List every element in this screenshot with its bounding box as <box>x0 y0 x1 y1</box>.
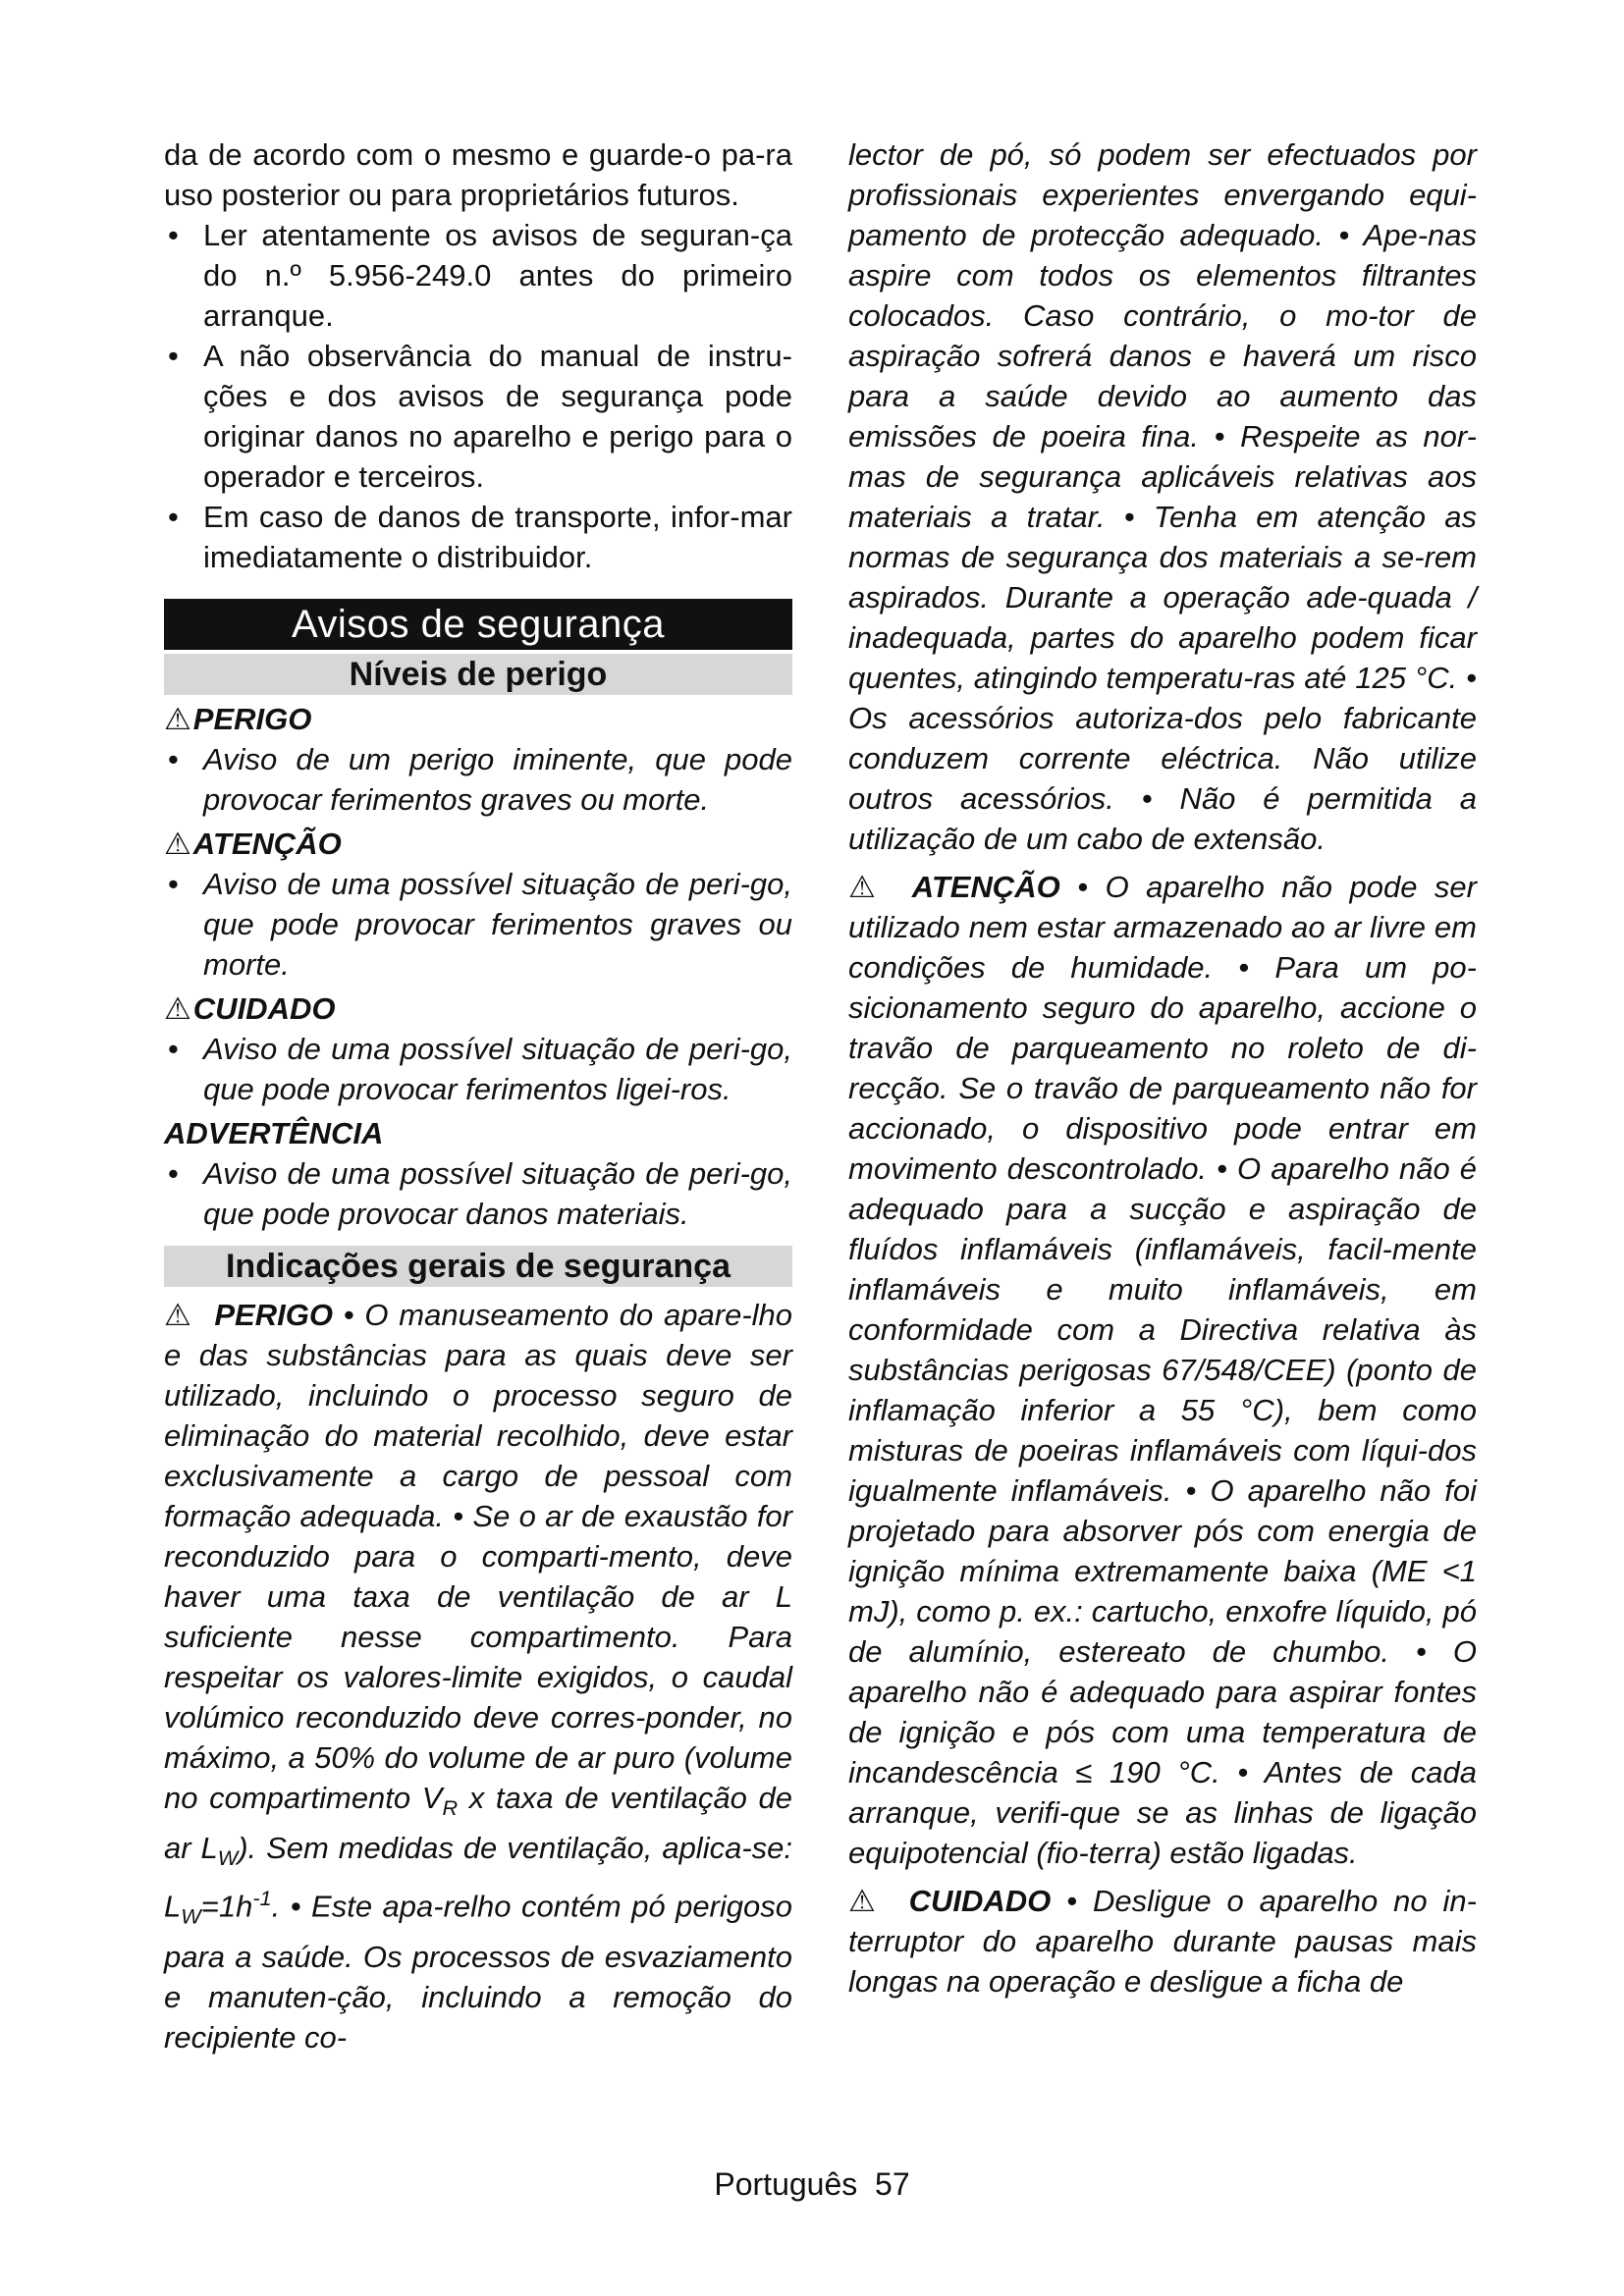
left-column <box>164 134 792 2057</box>
page-footer <box>0 2166 1624 2203</box>
list-item: • Aviso de uma possível situação de peri-go, que pode provocar danos materiais. <box>164 1153 792 1234</box>
warning-triangle-icon: ⚠ <box>164 991 191 1026</box>
list-item: • A não observância do manual de instru-ções e dos avisos de segurança pode originar danos no aparelho e perigo para o operador e terceiros. <box>164 336 792 497</box>
level-label-atencao: ⚠ATENÇÃO <box>164 824 792 864</box>
level-atencao-list <box>164 864 792 985</box>
level-cuidado-list <box>164 1029 792 1109</box>
list-item: • Ler atentamente os avisos de seguran-ça do n.º 5.956-249.0 antes do primeiro arranque. <box>164 215 792 336</box>
list-item: • Aviso de uma possível situação de peri-go, que pode provocar ferimentos ligei-ros. <box>164 1029 792 1109</box>
subheading-danger-levels: Níveis de perigo <box>164 654 792 695</box>
level-label-cuidado: ⚠CUIDADO <box>164 988 792 1029</box>
continued-safety-text: lector de pó, só podem ser efectuados por profissionais experientes envergando equi-pamento de protecção adequado. • Ape-nas aspire com todos os elementos filtrantes colocados. Caso contrário, o mo-tor de aspiração sofrerá danos e haverá um risco para a saúde devido ao aumento das emissões de poeira fina. • Respeite as nor-mas de segurança aplicáveis relativas aos materiais a tratar. • Tenha em atenção as normas de segurança dos materiais a se-rem aspirados. Durante a operação ade-quada / inadequada, partes do aparelho podem ficar quentes, atingindo temperatu-ras até 125 °C. • Os acessórios autoriza-dos pelo fabricante conduzem corrente eléctrica. Não utilize outros acessórios. • Não é permitida a utilização de um cabo de extensão. <box>848 137 1477 856</box>
level-advertencia-list <box>164 1153 792 1234</box>
warning-triangle-icon: ⚠ <box>164 827 191 861</box>
warning-triangle-icon: ⚠ <box>848 870 876 904</box>
list-item: • Aviso de um perigo iminente, que pode provocar ferimentos graves ou morte. <box>164 739 792 820</box>
level-perigo-list <box>164 739 792 820</box>
attention-paragraph: ⚠ ATENÇÃO • O aparelho não pode ser utilizado nem estar armazenado ao ar livre em condições de humidade. • Para um po-sicionamento seguro do aparelho, accione o travão de parqueamento no roleto de di-recção. Se o travão de parqueamento não for accionado, o dispositivo pode entrar em movimento descontrolado. • O aparelho não é adequado para a sucção e aspiração de fluídos inflamáveis (inflamáveis, facil-mente inflamáveis e muito inflamáveis, em conformidade com a Directiva relativa às substâncias perigosas 67/548/CEE) (ponto de inflamação inferior a 55 °C), bem como misturas de poeiras inflamáveis com líqui-dos igualmente inflamáveis. • O aparelho não foi projetado para absorver pós com energia de ignição mínima extremamente baixa (ME <1 mJ), como p. ex.: cartucho, enxofre líquido, pó de alumínio, estereato de chumbo. • O aparelho não é adequado para aspirar fontes de ignição e pós com uma temperatura de incandescência ≤ 190 °C. • Antes de cada arranque, verifi-que se as linhas de ligação equipotencial (fio-terra) estão ligadas. <box>848 867 1477 1873</box>
intro-bullet-list <box>164 215 792 577</box>
level-label-perigo: ⚠PERIGO <box>164 699 792 739</box>
right-column <box>848 134 1477 2002</box>
list-item: • Em caso de danos de transporte, infor-mar imediatamente o distribuidor. <box>164 497 792 577</box>
warning-triangle-icon: ⚠ <box>164 1298 191 1332</box>
list-item: • Aviso de uma possível situação de peri-go, que pode provocar ferimentos graves ou morte. <box>164 864 792 985</box>
caution-paragraph: ⚠ CUIDADO • Desligue o aparelho no in-terruptor do aparelho durante pausas mais longas na operação e desligue a ficha de <box>848 1881 1477 2002</box>
page-number: 57 <box>875 2166 910 2202</box>
subheading-general-safety: Indicações gerais de segurança <box>164 1246 792 1287</box>
footer-language: Português <box>714 2166 858 2202</box>
section-heading-safety: Avisos de segurança <box>164 599 792 650</box>
level-label-advertencia: ADVERTÊNCIA <box>164 1116 384 1150</box>
general-safety-text: ⚠ PERIGO • O manuseamento do apare-lho e das substâncias para as quais deve ser utilizado, incluindo o processo seguro de eliminação do material recolhido, deve estar exclusivamente a cargo de pessoal com formação adequada. • Se o ar de exaustão for reconduzido para o comparti-mento, deve haver uma taxa de ventilação de ar L suficiente nesse compartimento. Para respeitar os valores-limite exigidos, o caudal volúmico reconduzido deve corres-ponder, no máximo, a 50% do volume de ar puro (volume no compartimento $V_R$ x taxa de ventilação de ar $L_W$). Sem medidas de ventilação, aplica-se: $L_W=1h^{-1}$. • Este apa-relho contém pó perigoso para a saúde. Os processos de esvaziamento e manuten-ção, incluindo a remoção do recipiente co- <box>164 1295 792 2057</box>
warning-triangle-icon: ⚠ <box>164 702 191 736</box>
intro-text: da de acordo com o mesmo e guarde-o pa-ra uso posterior ou para proprietários futuros. <box>164 137 792 212</box>
warning-triangle-icon: ⚠ <box>848 1884 876 1918</box>
